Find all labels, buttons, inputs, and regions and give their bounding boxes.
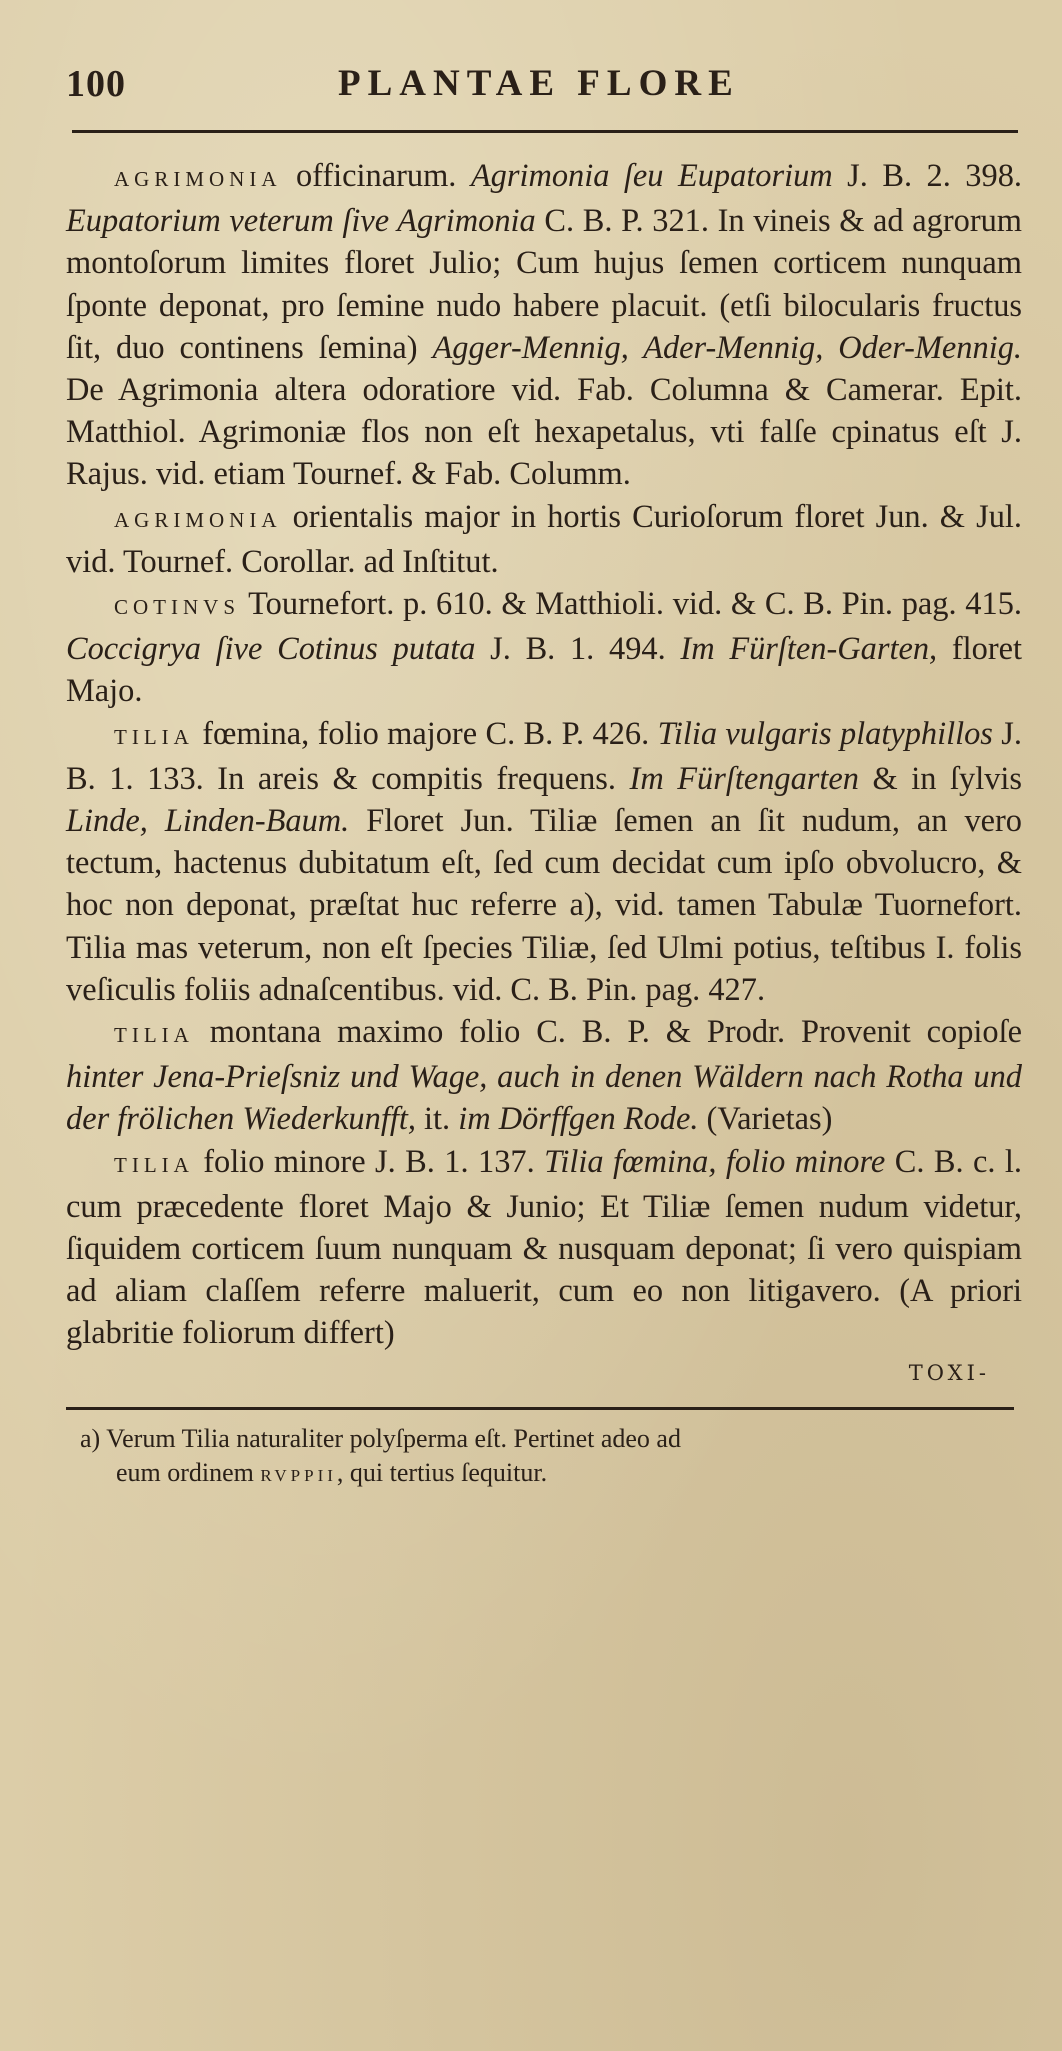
running-head: PLANTAE FLORE [338, 63, 740, 104]
main-text [66, 155, 1022, 1355]
plant-name: TILIA [114, 1023, 194, 1048]
entry-agrimonia-officinarum: AGRIMONIA officinarum. Agrimonia ſeu Eupatorium J. B. 2. 398. Eupatorium veterum ſive Agrimonia C. B. P. 321. In vineis & ad agrorum montoſorum limites floret Julio; Cum hujus ſemen corticem nunquam ſponte deponat, pro ſemine nudo habere placuit. (etſi bilocularis fructus ſit, duo continens ſemina) Agger-Mennig, Ader-Mennig, Oder-Mennig. De Agrimonia altera odoratiore vid. Fab. Columna & Camerar. Epit. Matthiol. Agrimoniæ flos non eſt hexapetalus, vti falſe cpinatus eſt J. Rajus. vid. etiam Tournef. & Fab. Columm. [66, 158, 1022, 493]
entry-tilia-folio-minore: TILIA folio minore J. B. 1. 137. Tilia fœmina, folio minore C. B. c. l. cum præcedente floret Majo & Junio; Et Tiliæ ſemen nudum videtur, ſiquidem corticem ſuum nunquam & nusquam deponat; ſi vero quispiam ad aliam claſſem referre maluerit, cum eo non litigavero. (A priori glabritie foliorum differt) [66, 1143, 1022, 1352]
header-rule [72, 130, 1018, 133]
footnote-line-2: eum ordinem RVPPII, qui tertius ſequitur. [116, 1457, 548, 1487]
entry-tilia-montana: TILIA montana maximo folio C. B. P. & Prodr. Provenit copioſe hinter Jena-Prieſsniz und Wage, auch in denen Wäldern nach Rotha und der frölichen Wiederkunfft, it. im Dörffgen Rode. (Varietas) [66, 1014, 1022, 1138]
footnote-line-1: a) Verum Tilia naturaliter polyſperma eſt. Pertinet adeo ad [80, 1423, 681, 1453]
entry-agrimonia-orientalis: AGRIMONIA orientalis major in hortis Curioſorum floret Jun. & Jul. vid. Tournef. Corollar. ad Inſtitut. [66, 498, 1022, 580]
plant-name: AGRIMONIA [114, 507, 282, 532]
plant-name: AGRIMONIA [114, 167, 282, 191]
page-number: 100 [66, 63, 126, 105]
footnote [66, 1422, 1022, 1493]
entry-tilia-foemina: TILIA fœmina, folio majore C. B. P. 426. Tilia vulgaris platyphillos J. B. 1. 133. In areis & compitis frequens. Im Fürſtengarten & in ſylvis Linde, Linden-Baum. Floret Jun. Tiliæ ſemen an ſit nudum, an vero tectum, hactenus dubitatum eſt, ſed cum decidat cum ipſo obvolucro, & hoc non deponat, præſtat huc referre a), vid. tamen Tabulæ Tuornefort. Tilia mas veterum, non eſt ſpecies Tiliæ, ſed Ulmi potius, teſtibus I. folis veſiculis foliis adnaſcentibus. vid. C. B. Pin. pag. 427. [66, 715, 1023, 1008]
page-header [66, 62, 1022, 118]
catchword: TOXI- [908, 1360, 990, 1385]
plant-name: TILIA [114, 724, 194, 749]
plant-name: TILIA [114, 1152, 194, 1177]
footnote-rule [66, 1407, 1014, 1410]
author-name: RVPPII [260, 1465, 337, 1485]
entry-cotinus: COTINVS Tournefort. p. 610. & Matthioli. vid. & C. B. Pin. pag. 415. Coccigrya ſive Cotinus putata J. B. 1. 494. Im Fürſten-Garten, floret Majo. [66, 586, 1022, 710]
plant-name: COTINVS [114, 595, 241, 620]
